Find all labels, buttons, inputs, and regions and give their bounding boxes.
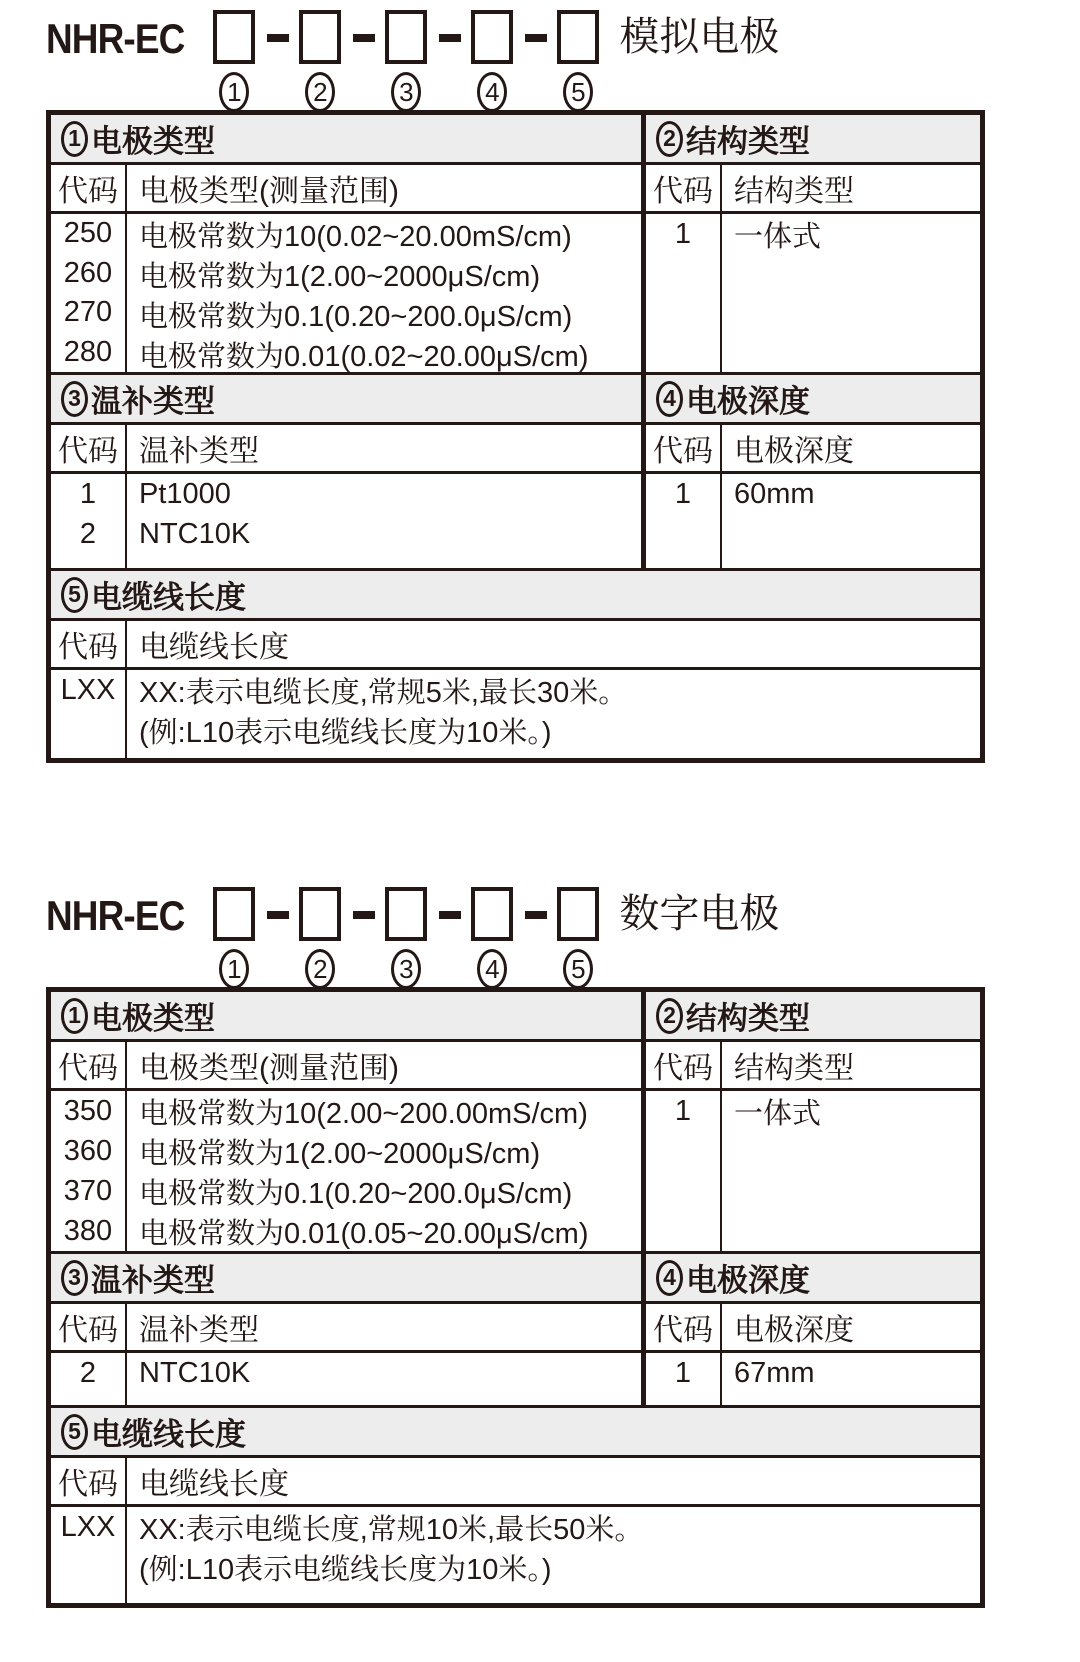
dash-separator bbox=[267, 911, 289, 919]
code-cell: 250 bbox=[63, 217, 113, 250]
circled-number-icon: 3 bbox=[61, 1260, 88, 1296]
position-marker-3: 3 bbox=[391, 72, 421, 112]
circled-number-icon: 2 bbox=[656, 121, 683, 157]
desc-cell: 电极常数为0.01(0.05~20.00μS/cm) bbox=[139, 1217, 589, 1250]
code-cell: 380 bbox=[63, 1214, 113, 1247]
code-cell: 1 bbox=[674, 217, 692, 250]
table-row bbox=[51, 1507, 980, 1603]
section-title-cable-length bbox=[51, 1408, 980, 1455]
digital-spec-table bbox=[46, 987, 985, 1608]
model-code-box-2 bbox=[299, 10, 341, 64]
section-title-text: 电缆线长度 bbox=[91, 580, 246, 615]
dash-separator bbox=[353, 911, 375, 919]
desc-header: 电缆线长度 bbox=[139, 631, 289, 664]
position-marker-4: 4 bbox=[477, 949, 507, 989]
code-cell: 270 bbox=[63, 296, 113, 329]
desc-cell: NTC10K bbox=[139, 1356, 251, 1389]
model-slot-1 bbox=[213, 10, 255, 112]
desc-cell: 电极常数为10(0.02~20.00mS/cm) bbox=[139, 220, 572, 253]
code-cell: 260 bbox=[63, 256, 113, 289]
desc-cell: 电极常数为1(2.00~2000μS/cm) bbox=[139, 260, 541, 293]
model-code-box-4 bbox=[471, 10, 513, 64]
table-row bbox=[51, 165, 980, 214]
code-cell: 1 bbox=[674, 1356, 692, 1389]
desc-cell: 67mm bbox=[734, 1356, 815, 1389]
model-code-box-4 bbox=[471, 887, 513, 941]
model-code-box-2 bbox=[299, 887, 341, 941]
circled-number-icon: 4 bbox=[656, 1260, 683, 1296]
desc-header: 电极类型(测量范围) bbox=[139, 175, 399, 208]
desc-cell: 一体式 bbox=[734, 220, 822, 253]
model-slot-4 bbox=[471, 887, 513, 989]
section-title-text: 电极类型 bbox=[91, 1001, 215, 1036]
code-cell: 1 bbox=[674, 1094, 692, 1127]
desc-cell: NTC10K bbox=[139, 517, 251, 550]
analog-spec-table bbox=[46, 110, 985, 763]
dash-separator bbox=[439, 34, 461, 42]
code-cell: LXX bbox=[60, 673, 116, 706]
table-row bbox=[51, 474, 980, 571]
code-cell: 1 bbox=[674, 477, 692, 510]
section-title-electrode-type bbox=[51, 992, 646, 1039]
table-row bbox=[51, 670, 980, 758]
desc-cell: XX:表示电缆长度,常规5米,最长30米。 bbox=[139, 676, 628, 709]
section-title-temp-comp bbox=[51, 1254, 646, 1301]
code-header: 代码 bbox=[646, 1042, 722, 1088]
desc-cell: (例:L10表示电缆线长度为10米。) bbox=[139, 716, 552, 749]
table-row bbox=[51, 425, 980, 474]
code-header: 代码 bbox=[51, 1042, 127, 1088]
position-marker-1: 1 bbox=[219, 949, 249, 989]
desc-cell: 电极常数为0.01(0.02~20.00μS/cm) bbox=[139, 340, 589, 372]
code-cell: 370 bbox=[63, 1174, 113, 1207]
section-title-text: 电极深度 bbox=[686, 1263, 810, 1298]
desc-header: 电极类型(测量范围) bbox=[139, 1052, 399, 1085]
code-header: 代码 bbox=[646, 165, 722, 211]
model-prefix: NHR-EC bbox=[46, 892, 185, 939]
model-code-box-3 bbox=[385, 10, 427, 64]
code-header: 代码 bbox=[646, 425, 722, 471]
analog-model-code-line bbox=[46, 10, 1080, 106]
position-marker-3: 3 bbox=[391, 949, 421, 989]
model-type-label: 模拟电极 bbox=[619, 15, 780, 59]
desc-cell: Pt1000 bbox=[139, 477, 231, 510]
model-prefix: NHR-EC bbox=[46, 15, 185, 62]
code-header: 代码 bbox=[51, 1304, 127, 1350]
table-row bbox=[51, 1254, 980, 1304]
section-title-text: 电缆线长度 bbox=[91, 1417, 246, 1452]
dash-separator bbox=[267, 34, 289, 42]
code-cell: 2 bbox=[79, 517, 97, 550]
section-title-cable-length bbox=[51, 571, 980, 618]
model-slot-5 bbox=[557, 887, 599, 989]
code-cell: 280 bbox=[63, 335, 113, 368]
section-title-text: 结构类型 bbox=[686, 1001, 810, 1036]
code-cell: 1 bbox=[79, 477, 97, 510]
code-header: 代码 bbox=[51, 621, 127, 667]
section-title-temp-comp bbox=[51, 375, 646, 422]
circled-number-icon: 4 bbox=[656, 381, 683, 417]
desc-header: 电缆线长度 bbox=[139, 1468, 289, 1501]
desc-cell: 电极常数为10(2.00~200.00mS/cm) bbox=[139, 1097, 588, 1130]
model-slot-4 bbox=[471, 10, 513, 112]
code-header: 代码 bbox=[51, 1458, 127, 1504]
position-marker-4: 4 bbox=[477, 72, 507, 112]
dash-separator bbox=[525, 911, 547, 919]
desc-cell: (例:L10表示电缆线长度为10米。) bbox=[139, 1553, 552, 1586]
code-cell: LXX bbox=[60, 1510, 116, 1543]
table-row bbox=[51, 115, 980, 165]
table-row bbox=[51, 214, 980, 375]
dash-separator bbox=[353, 34, 375, 42]
desc-cell: 电极常数为0.1(0.20~200.0μS/cm) bbox=[139, 300, 573, 333]
dash-separator bbox=[525, 34, 547, 42]
dash-separator bbox=[439, 911, 461, 919]
model-slot-3 bbox=[385, 887, 427, 989]
table-row bbox=[51, 375, 980, 425]
desc-cell: 60mm bbox=[734, 477, 815, 510]
table-row bbox=[51, 1304, 980, 1353]
desc-cell: 电极常数为0.1(0.20~200.0μS/cm) bbox=[139, 1177, 573, 1210]
circled-number-icon: 5 bbox=[61, 1414, 88, 1450]
table-row bbox=[51, 571, 980, 621]
model-code-box-5 bbox=[557, 10, 599, 64]
model-slot-2 bbox=[299, 887, 341, 989]
desc-header: 电极深度 bbox=[734, 1314, 854, 1347]
model-slot-2 bbox=[299, 10, 341, 112]
model-code-box-3 bbox=[385, 887, 427, 941]
model-code-box-5 bbox=[557, 887, 599, 941]
model-slot-1 bbox=[213, 887, 255, 989]
position-marker-2: 2 bbox=[305, 72, 335, 112]
desc-cell: 电极常数为1(2.00~2000μS/cm) bbox=[139, 1137, 541, 1170]
code-cell: 2 bbox=[79, 1356, 97, 1389]
model-type-label: 数字电极 bbox=[619, 892, 780, 936]
section-title-text: 电极类型 bbox=[91, 124, 215, 159]
model-code-box-1 bbox=[213, 887, 255, 941]
section-title-text: 结构类型 bbox=[686, 124, 810, 159]
code-cell: 350 bbox=[63, 1094, 113, 1127]
section-title-text: 温补类型 bbox=[91, 1263, 215, 1298]
model-slot-5 bbox=[557, 10, 599, 112]
section-spacer bbox=[46, 763, 1080, 883]
position-marker-5: 5 bbox=[563, 949, 593, 989]
desc-cell: XX:表示电缆长度,常规10米,最长50米。 bbox=[139, 1513, 644, 1546]
circled-number-icon: 5 bbox=[61, 577, 88, 613]
section-title-electrode-depth bbox=[646, 1254, 980, 1301]
circled-number-icon: 2 bbox=[656, 998, 683, 1034]
section-title-electrode-depth bbox=[646, 375, 980, 422]
desc-header: 结构类型 bbox=[734, 1052, 854, 1085]
section-title-structure-type bbox=[646, 115, 980, 162]
code-header: 代码 bbox=[646, 1304, 722, 1350]
section-title-structure-type bbox=[646, 992, 980, 1039]
circled-number-icon: 3 bbox=[61, 381, 88, 417]
desc-header: 结构类型 bbox=[734, 175, 854, 208]
desc-cell: 一体式 bbox=[734, 1097, 822, 1130]
position-marker-1: 1 bbox=[219, 72, 249, 112]
model-slot-3 bbox=[385, 10, 427, 112]
position-marker-2: 2 bbox=[305, 949, 335, 989]
table-row bbox=[51, 1458, 980, 1507]
circled-number-icon: 1 bbox=[61, 121, 88, 157]
circled-number-icon: 1 bbox=[61, 998, 88, 1034]
desc-header: 温补类型 bbox=[139, 1314, 259, 1347]
position-marker-5: 5 bbox=[563, 72, 593, 112]
table-row bbox=[51, 1042, 980, 1091]
digital-model-code-line bbox=[46, 887, 1080, 983]
table-row bbox=[51, 621, 980, 670]
table-row bbox=[51, 992, 980, 1042]
model-code-box-1 bbox=[213, 10, 255, 64]
code-cell: 360 bbox=[63, 1134, 113, 1167]
table-row bbox=[51, 1408, 980, 1458]
desc-header: 电极深度 bbox=[734, 435, 854, 468]
table-row bbox=[51, 1353, 980, 1408]
table-row bbox=[51, 1091, 980, 1254]
code-header: 代码 bbox=[51, 165, 127, 211]
section-title-electrode-type bbox=[51, 115, 646, 162]
section-title-text: 温补类型 bbox=[91, 384, 215, 419]
code-header: 代码 bbox=[51, 425, 127, 471]
desc-header: 温补类型 bbox=[139, 435, 259, 468]
section-title-text: 电极深度 bbox=[686, 384, 810, 419]
